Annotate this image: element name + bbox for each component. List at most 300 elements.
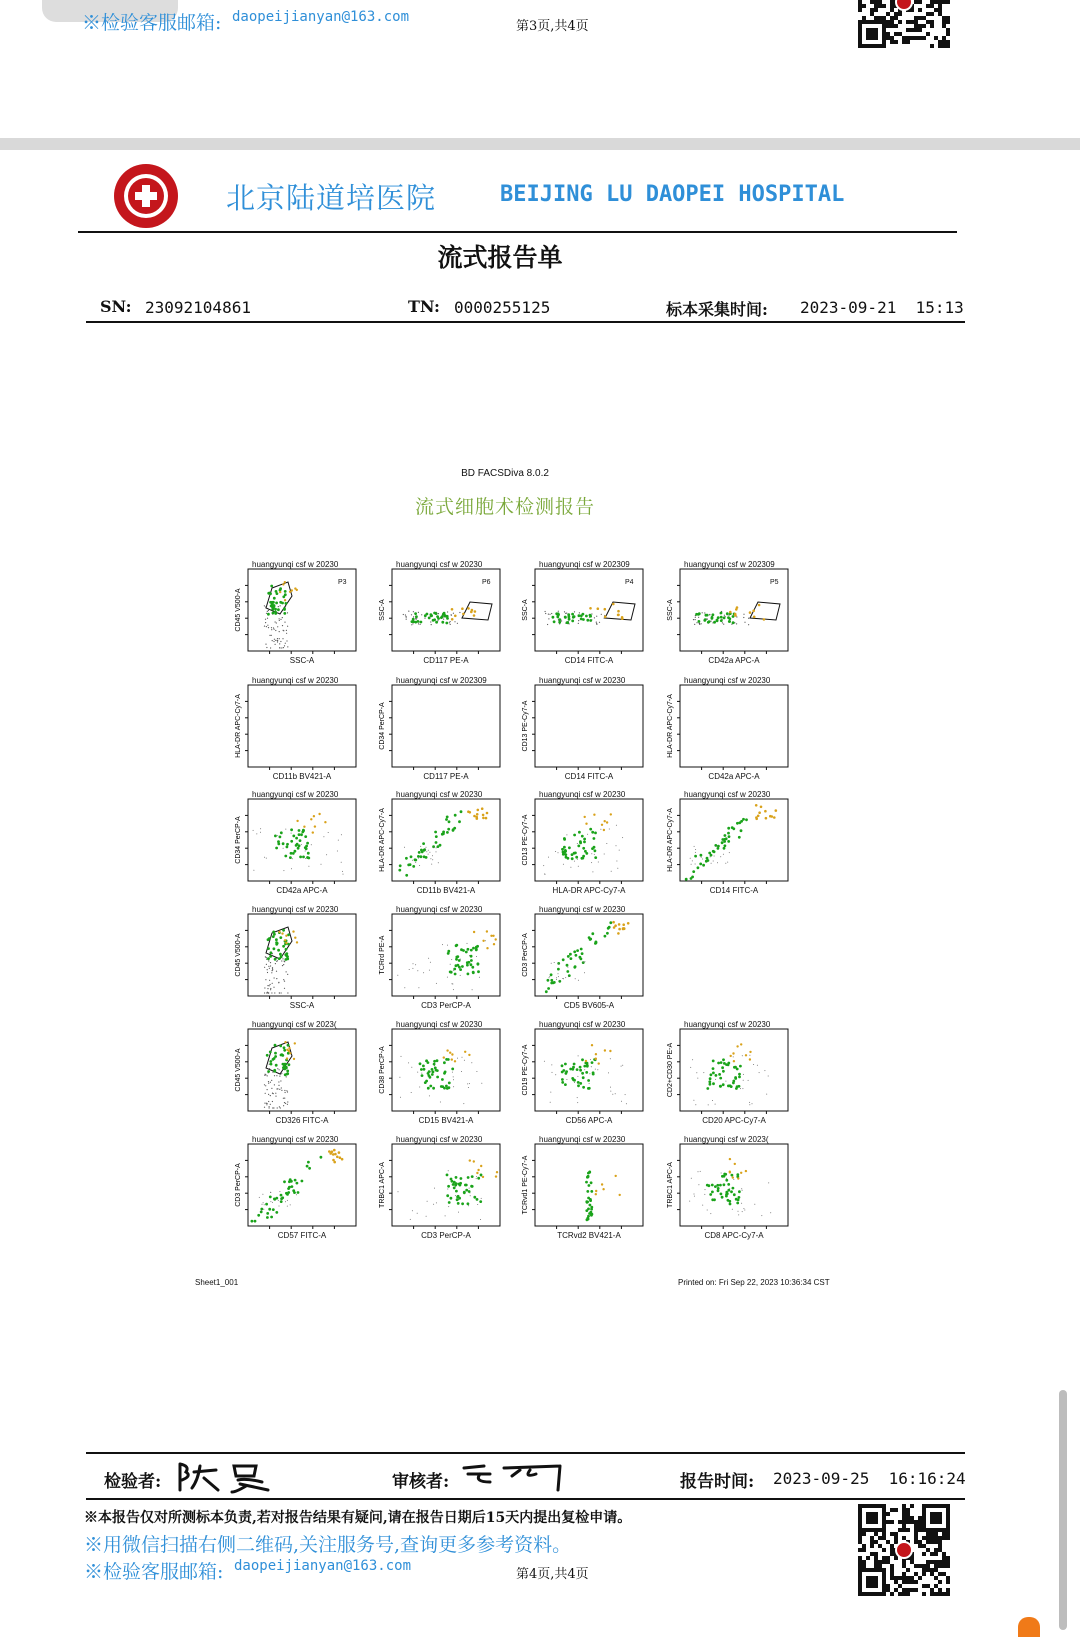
event-dot	[706, 857, 709, 860]
event-dot	[308, 866, 309, 867]
event-dot	[253, 830, 254, 831]
event-dot	[451, 1180, 454, 1183]
event-dot	[307, 1161, 310, 1164]
flow-plot	[522, 790, 647, 895]
event-dot	[283, 1046, 286, 1049]
event-dot	[264, 1103, 265, 1104]
event-dot	[290, 828, 293, 831]
plot-title: huangyunqi csf w 202309	[396, 676, 487, 685]
plot-frame	[392, 799, 500, 881]
event-dot	[264, 857, 265, 858]
event-dot	[711, 863, 712, 864]
flow-plot	[379, 676, 504, 781]
event-dot	[265, 606, 266, 607]
event-dot	[266, 992, 267, 993]
flow-plot	[235, 905, 360, 1010]
event-dot	[706, 614, 709, 617]
event-dot	[425, 849, 426, 850]
event-dot	[606, 843, 607, 844]
meta-rule	[86, 321, 965, 323]
event-dot	[577, 1076, 578, 1077]
event-dot	[287, 1200, 288, 1201]
event-dot	[442, 944, 443, 945]
event-dot	[286, 633, 287, 634]
event-dot	[284, 593, 287, 596]
event-dot	[480, 1174, 483, 1177]
event-dot	[480, 1219, 481, 1220]
event-dot	[276, 622, 277, 623]
event-dot	[457, 1058, 458, 1059]
event-dot	[428, 1074, 431, 1077]
event-dot	[726, 1178, 727, 1179]
event-dot	[285, 1092, 286, 1093]
event-dot	[281, 1090, 282, 1091]
event-dot	[706, 1087, 709, 1090]
event-dot	[608, 1072, 609, 1073]
prev-email: daopeijianyan@163.com	[232, 9, 410, 25]
event-dot	[272, 969, 273, 970]
event-dot	[275, 621, 276, 622]
x-axis-label: CD15 BV421-A	[418, 1116, 474, 1125]
reviewer-signature	[460, 1460, 570, 1492]
event-dot	[279, 618, 280, 619]
event-dot	[279, 1045, 282, 1048]
event-dot	[723, 1183, 726, 1186]
event-dot	[412, 1210, 413, 1211]
event-dot	[702, 1205, 703, 1206]
event-dot	[269, 1060, 272, 1063]
event-dot	[610, 813, 612, 815]
event-dot	[287, 1187, 290, 1190]
y-axis-label: TCRvd1 PE-Cy7-A	[522, 1155, 529, 1215]
event-dot	[577, 1097, 578, 1098]
event-dot	[743, 1074, 744, 1075]
event-dot	[621, 617, 624, 620]
event-dot	[274, 608, 277, 611]
event-dot	[444, 1071, 447, 1074]
event-dot	[694, 1194, 695, 1195]
event-dot	[695, 849, 696, 850]
event-dot	[267, 613, 270, 616]
event-dot	[573, 1063, 576, 1066]
event-dot	[282, 583, 284, 585]
event-dot	[273, 987, 274, 988]
event-dot	[448, 1206, 449, 1207]
event-dot	[743, 614, 744, 615]
event-dot	[604, 615, 607, 618]
event-dot	[267, 625, 268, 626]
event-dot	[575, 954, 578, 957]
event-dot	[284, 581, 286, 583]
event-dot	[415, 862, 416, 863]
plot-title: huangyunqi csf w 20230	[396, 905, 483, 914]
event-dot	[275, 847, 278, 850]
event-dot	[604, 1049, 606, 1051]
event-dot	[459, 612, 460, 613]
event-dot	[561, 848, 564, 851]
prev-qr-code	[858, 0, 950, 48]
event-dot	[426, 851, 427, 852]
event-dot	[587, 1197, 590, 1200]
event-dot	[418, 987, 419, 988]
event-dot	[256, 833, 257, 834]
event-dot	[299, 856, 302, 859]
event-dot	[279, 992, 280, 993]
event-dot	[280, 1080, 281, 1081]
event-dot	[729, 1171, 731, 1173]
event-dot	[584, 816, 586, 818]
event-dot	[573, 1079, 576, 1082]
event-dot	[565, 1070, 568, 1073]
event-dot	[452, 828, 455, 831]
event-dot	[296, 941, 298, 943]
event-dot	[691, 864, 692, 865]
event-dot	[279, 591, 281, 593]
event-dot	[724, 615, 725, 616]
event-dot	[591, 1066, 592, 1067]
event-dot	[740, 1088, 741, 1089]
event-dot	[622, 837, 623, 838]
event-dot	[713, 621, 716, 624]
event-dot	[740, 1043, 742, 1045]
event-dot	[298, 829, 301, 832]
event-dot	[477, 963, 480, 966]
event-dot	[561, 620, 562, 621]
event-dot	[306, 856, 309, 859]
event-dot	[720, 1061, 723, 1064]
event-dot	[264, 1204, 265, 1205]
event-dot	[477, 1169, 479, 1171]
event-dot	[473, 1196, 476, 1199]
event-dot	[591, 1061, 594, 1064]
event-dot	[287, 974, 288, 975]
event-dot	[337, 851, 338, 852]
event-dot	[742, 1190, 743, 1191]
event-dot	[268, 610, 269, 611]
floating-button[interactable]	[1018, 1617, 1040, 1637]
event-dot	[741, 1188, 742, 1189]
event-dot	[275, 630, 276, 631]
event-dot	[729, 1158, 731, 1160]
event-dot	[426, 847, 427, 848]
event-dot	[591, 1044, 593, 1046]
event-dot	[473, 931, 475, 933]
event-dot	[727, 832, 730, 835]
event-dot	[584, 1069, 585, 1070]
event-dot	[425, 1080, 428, 1083]
event-dot	[625, 1094, 626, 1095]
plot-title: huangyunqi csf w 20230	[252, 676, 339, 685]
plot-title: huangyunqi csf w 20230	[539, 676, 626, 685]
event-dot	[261, 1210, 262, 1211]
event-dot	[479, 977, 480, 978]
event-dot	[428, 958, 429, 959]
plot-title: huangyunqi csf w 202309	[684, 560, 775, 569]
event-dot	[272, 1208, 275, 1211]
event-dot	[265, 1085, 266, 1086]
event-dot	[277, 1068, 278, 1069]
event-dot	[458, 966, 461, 969]
event-dot	[590, 1190, 593, 1193]
event-dot	[268, 1081, 269, 1082]
event-dot	[280, 1200, 283, 1203]
event-dot	[268, 992, 269, 993]
event-dot	[721, 1066, 724, 1069]
event-dot	[443, 1056, 445, 1058]
event-dot	[468, 1205, 469, 1206]
event-dot	[446, 816, 449, 819]
event-dot	[287, 992, 288, 993]
flow-plot	[522, 1135, 647, 1240]
event-dot	[589, 1199, 592, 1202]
event-dot	[610, 1058, 611, 1059]
event-dot	[627, 922, 630, 925]
event-dot	[273, 1107, 274, 1108]
event-dot	[283, 1049, 286, 1052]
event-dot	[745, 1054, 747, 1056]
event-dot	[712, 1100, 713, 1101]
event-dot	[405, 874, 408, 877]
event-dot	[729, 1203, 732, 1206]
event-dot	[552, 1072, 553, 1073]
event-dot	[443, 612, 446, 615]
event-dot	[773, 816, 776, 819]
event-dot	[429, 1085, 432, 1088]
event-dot	[431, 864, 432, 865]
event-dot	[308, 1167, 311, 1170]
event-dot	[617, 932, 620, 935]
event-dot	[438, 613, 439, 614]
event-dot	[283, 647, 284, 648]
event-dot	[332, 1153, 335, 1156]
event-dot	[405, 614, 406, 615]
event-dot	[685, 878, 688, 881]
event-dot	[706, 618, 707, 619]
event-dot	[452, 1072, 453, 1073]
event-dot	[481, 807, 484, 810]
event-dot	[698, 1184, 699, 1185]
event-dot	[421, 1073, 422, 1074]
event-dot	[583, 841, 586, 844]
event-dot	[732, 621, 735, 624]
event-dot	[757, 815, 760, 818]
event-dot	[419, 1087, 420, 1088]
event-dot	[585, 1209, 588, 1212]
event-dot	[420, 849, 423, 852]
event-dot	[732, 1187, 735, 1190]
event-dot	[596, 616, 597, 617]
event-dot	[475, 949, 478, 952]
event-dot	[283, 1180, 286, 1183]
prev-email-label: ※检验客服邮箱:	[82, 12, 222, 34]
event-dot	[284, 855, 287, 858]
event-dot	[305, 858, 306, 859]
event-dot	[610, 1091, 611, 1092]
event-dot	[451, 1068, 454, 1071]
event-dot	[418, 851, 421, 854]
event-dot	[548, 618, 549, 619]
event-dot	[472, 947, 475, 950]
event-dot	[450, 1197, 453, 1200]
event-dot	[411, 1067, 412, 1068]
event-dot	[409, 969, 410, 970]
event-dot	[270, 647, 271, 648]
event-dot	[564, 1063, 567, 1066]
event-dot	[299, 839, 302, 842]
event-dot	[477, 1204, 478, 1205]
event-dot	[451, 1053, 453, 1055]
event-dot	[446, 1194, 449, 1197]
event-dot	[432, 1087, 435, 1090]
event-dot	[433, 847, 434, 848]
sn-value: 23092104861	[145, 298, 251, 317]
event-dot	[448, 1170, 449, 1171]
event-dot	[548, 857, 549, 858]
event-dot	[594, 1058, 596, 1060]
event-dot	[752, 609, 755, 612]
event-dot	[563, 864, 564, 865]
y-axis-label: CD13 PE-Cy7-A	[522, 814, 529, 866]
event-dot	[579, 1069, 582, 1072]
event-dot	[583, 1065, 586, 1068]
event-dot	[448, 820, 451, 823]
x-axis-label: CD42a APC-A	[276, 886, 328, 895]
event-dot	[612, 921, 615, 924]
x-axis-label: CD11b BV421-A	[272, 772, 332, 781]
event-dot	[441, 1078, 444, 1081]
plot-frame	[248, 1144, 356, 1226]
event-dot	[328, 1150, 331, 1153]
flow-plot	[379, 1020, 504, 1125]
event-dot	[461, 1071, 462, 1072]
event-dot	[476, 1198, 479, 1201]
event-dot	[470, 1185, 473, 1188]
event-dot	[702, 859, 703, 860]
event-dot	[287, 1104, 288, 1105]
event-dot	[454, 1060, 456, 1062]
event-dot	[593, 814, 595, 816]
event-dot	[408, 611, 409, 612]
event-dot	[277, 835, 278, 836]
event-dot	[273, 1198, 276, 1201]
event-dot	[731, 1174, 734, 1177]
event-dot	[473, 1160, 475, 1162]
event-dot	[706, 1184, 709, 1187]
event-dot	[744, 622, 745, 623]
event-dot	[282, 617, 283, 618]
event-dot	[435, 1069, 438, 1072]
event-dot	[464, 1060, 465, 1061]
event-dot	[462, 613, 465, 616]
event-dot	[592, 1071, 595, 1074]
event-dot	[694, 855, 697, 858]
event-dot	[302, 856, 305, 859]
event-dot	[549, 614, 550, 615]
event-dot	[710, 1213, 711, 1214]
event-dot	[604, 608, 607, 611]
event-dot	[265, 619, 266, 620]
event-dot	[446, 831, 449, 834]
event-dot	[412, 623, 413, 624]
y-axis-label: HLA-DR APC-Cy7-A	[379, 808, 386, 872]
event-dot	[420, 1068, 423, 1071]
event-dot	[431, 624, 432, 625]
event-dot	[284, 961, 285, 962]
event-dot	[759, 1072, 760, 1073]
event-dot	[728, 617, 731, 620]
event-dot	[701, 623, 702, 624]
event-dot	[622, 923, 625, 926]
event-dot	[604, 854, 605, 855]
scrollbar-thumb[interactable]	[1059, 1390, 1067, 1630]
event-dot	[413, 611, 414, 612]
event-dot	[573, 950, 576, 953]
event-dot	[418, 858, 419, 859]
event-dot	[738, 1076, 741, 1079]
event-dot	[300, 833, 303, 836]
event-dot	[441, 1085, 444, 1088]
event-dot	[564, 853, 567, 856]
event-dot	[432, 1071, 435, 1074]
event-dot	[267, 969, 268, 970]
event-dot	[451, 1058, 453, 1060]
event-dot	[311, 844, 312, 845]
report-title: 流式报告单	[437, 243, 563, 272]
event-dot	[270, 984, 271, 985]
event-dot	[482, 814, 485, 817]
event-dot	[729, 852, 730, 853]
event-dot	[264, 605, 265, 606]
event-dot	[451, 959, 452, 960]
event-dot	[748, 624, 749, 625]
event-dot	[733, 1060, 735, 1062]
event-dot	[590, 1059, 591, 1060]
event-dot	[476, 956, 477, 957]
event-dot	[277, 626, 278, 627]
event-dot	[455, 944, 458, 947]
event-dot	[609, 1050, 611, 1052]
event-dot	[274, 612, 277, 615]
event-dot	[601, 824, 603, 826]
page-separator	[0, 138, 1080, 150]
event-dot	[621, 1101, 622, 1102]
event-dot	[260, 828, 261, 829]
event-dot	[463, 1103, 464, 1104]
event-dot	[277, 608, 280, 611]
event-dot	[408, 1062, 409, 1063]
event-dot	[578, 623, 579, 624]
event-dot	[414, 612, 417, 615]
event-dot	[601, 614, 602, 615]
event-dot	[423, 1068, 426, 1071]
event-dot	[564, 611, 565, 612]
event-dot	[268, 1101, 269, 1102]
event-dot	[270, 1082, 271, 1083]
event-dot	[266, 957, 267, 958]
plot-title: huangyunqi csf w 2023(	[252, 1020, 337, 1029]
event-dot	[722, 1058, 725, 1061]
event-dot	[268, 1094, 269, 1095]
event-dot	[285, 643, 286, 644]
event-dot	[274, 992, 275, 993]
event-dot	[429, 970, 430, 971]
event-dot	[429, 1095, 430, 1096]
plot-frame	[392, 914, 500, 996]
event-dot	[732, 615, 735, 618]
event-dot	[270, 962, 271, 963]
event-dot	[420, 624, 421, 625]
event-dot	[462, 949, 465, 952]
